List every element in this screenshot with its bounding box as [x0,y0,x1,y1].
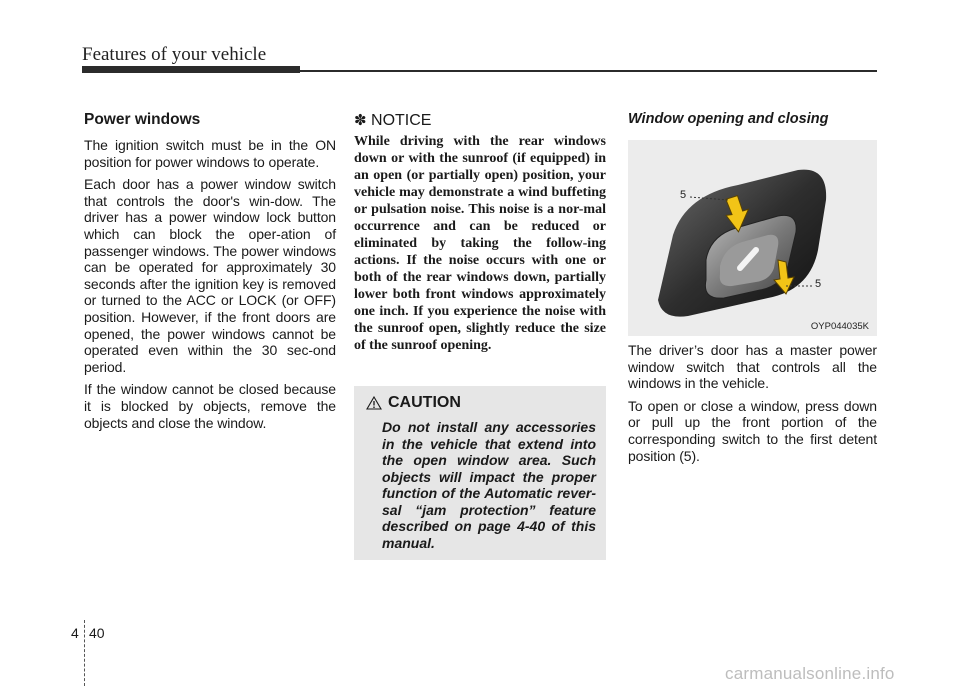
caution-text: Do not install any accessories in the vehicle that extend into the open window area. Such objects will impact the proper function of the Automatic rever-sal “jam protection” feature described on page 4-40 of this manual. [382,419,596,551]
paragraph: The ignition switch must be in the ON position for power windows to operate. [84,137,336,170]
window-section-text [628,342,877,470]
figure-label-down: 5 [815,278,822,290]
caution-title: CAUTION [388,394,461,411]
notice-text: While driving with the rear windows down or with the sunroof (if equipped) in an open (or partially open) position, your vehicle may demonstrate a wind buffeting or pulsation noise. This noise is a nor-mal occurrence and can be reduced or eliminated by taking the follow-ing actions. If the noise occurs with one or both of the rear windows down, partially lower both front windows approximately one inch. If you experience the noise with the sunroof open, slightly reduce the size of the sunroof opening. [354,134,606,353]
window-switch-figure [628,140,877,336]
watermark: carmanualsonline.info [725,664,895,683]
page-number: 40 [89,625,105,641]
paragraph: To open or close a window, press down or pull up the front portion of the corresponding switch to the first detent position (5). [628,397,877,464]
notice-section [354,111,606,354]
window-section-title: Window opening and closing [628,111,829,127]
figure-label-up: 5 [680,189,687,201]
header-title: Features of your vehicle [82,44,267,65]
window-switch-illustration [628,140,877,336]
paragraph: The driver’s door has a master power window switch that controls all the windows in the vehicle. [628,342,877,392]
asterisk-icon: ✽ [354,112,367,129]
paragraph: Each door has a power window switch that controls the door's win-dow. The driver has a power window lock button which can block the oper-ation of passenger windows. The power windows can be operated for approximately 30 seconds after the ignition key is removed or turned to the ACC or LOCK (or OFF) position. However, if the front doors are opened, the power windows cannot be operated even within the 30 sec-ond period. [84,176,336,375]
paragraph: If the window cannot be closed because it is blocked by objects, remove the objects and close the window. [84,381,336,431]
section-title: Power windows [84,111,201,128]
notice-heading [354,111,606,130]
notice-title: NOTICE [371,112,432,129]
header-rule-thick [82,66,300,73]
caution-box [354,386,606,560]
caution-heading [366,394,461,412]
figure-code: OYP044035K [810,321,869,332]
warning-triangle-icon [366,396,382,410]
chapter-number: 4 [71,625,79,641]
power-windows-section [84,111,336,437]
header-rule-thin [300,70,877,72]
footer-divider [84,620,85,686]
